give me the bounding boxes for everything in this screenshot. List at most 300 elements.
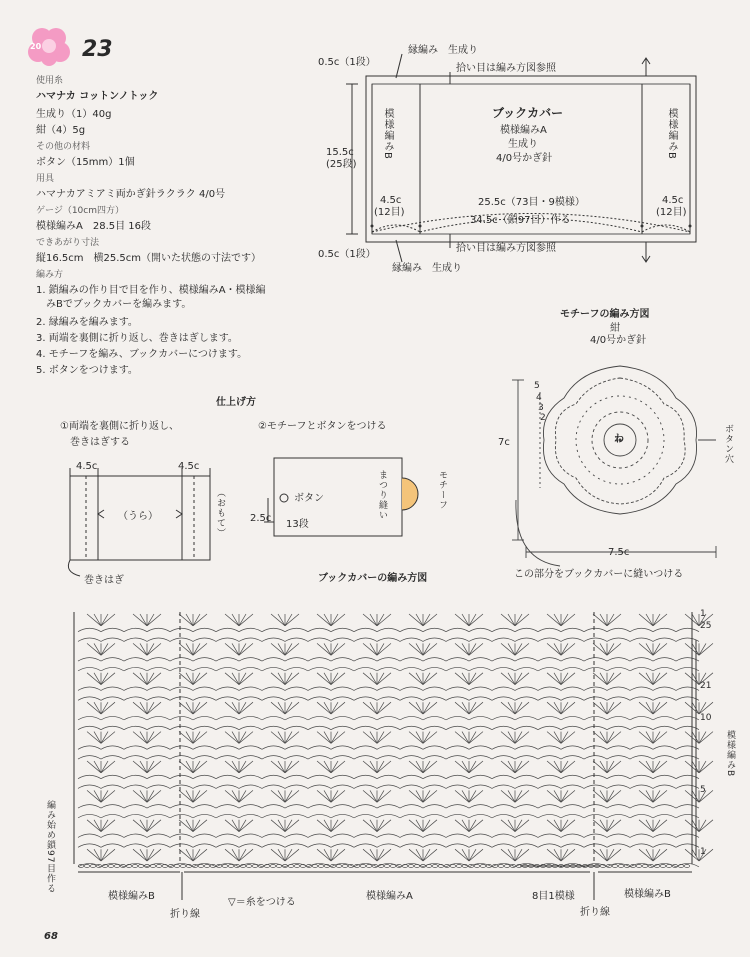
chart-stitch <box>239 834 262 837</box>
chart-stitch <box>554 849 561 861</box>
chart-stitch <box>239 673 246 685</box>
chart-stitch <box>646 643 653 655</box>
chart-stitch <box>193 849 200 861</box>
chart-stitch <box>416 849 423 861</box>
chart-stitch <box>469 716 492 719</box>
chart-stitch <box>138 864 143 867</box>
finishing-motif-label: モチーフ <box>437 470 447 510</box>
chart-stitch <box>446 814 469 817</box>
chart-stitch <box>239 756 262 759</box>
chart-stitch <box>308 844 331 847</box>
chart-stitch <box>331 785 354 788</box>
motif-height: 7c <box>498 437 510 448</box>
chart-stitch <box>216 785 239 788</box>
chart-stitch <box>140 673 147 685</box>
chart-stitch <box>225 673 239 685</box>
chart-stitch <box>193 658 216 661</box>
chart-stitch <box>331 643 338 655</box>
chart-stitch <box>455 790 469 802</box>
chart-stitch <box>186 732 193 744</box>
chart-stitch <box>699 761 713 773</box>
chart-stitch <box>140 702 147 714</box>
chart-stitch <box>607 658 630 661</box>
chart-stitch <box>285 849 292 861</box>
chart-stitch <box>147 643 154 655</box>
chart-stitch <box>377 614 391 626</box>
chart-stitch <box>607 746 630 749</box>
chart-stitch <box>232 643 239 655</box>
chart-stitch <box>232 820 239 832</box>
chart-stitch <box>501 849 515 861</box>
finishing-button-label: ボタン <box>294 493 324 504</box>
chart-stitch <box>400 697 423 700</box>
chart-stitch <box>262 667 285 670</box>
chart-stitch <box>308 785 331 788</box>
chart-stitch <box>78 756 101 759</box>
schematic-left-pattern: 模様編みB <box>382 108 393 160</box>
chart-stitch <box>225 820 239 832</box>
chart-stitch <box>469 820 483 832</box>
chart-stitch <box>538 726 561 729</box>
chart-stitch <box>377 746 400 749</box>
chart-stitch <box>170 716 193 719</box>
chart-stitch <box>607 761 621 773</box>
schematic-hook: 4/0号かぎ針 <box>496 153 553 164</box>
chart-stitch <box>285 643 292 655</box>
chart-stitch <box>78 746 101 749</box>
chart-stitch <box>455 614 469 626</box>
chart-stitch <box>561 756 584 759</box>
chart-stitch <box>101 732 108 744</box>
chart-stitch <box>285 746 308 749</box>
chart-stitch <box>400 785 423 788</box>
chart-stitch <box>101 658 124 661</box>
chart-stitch <box>308 814 331 817</box>
chart-stitch <box>170 805 193 808</box>
chart-stitch <box>331 790 345 802</box>
chart-stitch <box>101 716 124 719</box>
yarn-line1: 生成り（1）40g <box>36 109 112 120</box>
chart-stitch <box>147 732 161 744</box>
chart-stitch <box>239 785 262 788</box>
chart-stitch <box>150 864 155 867</box>
chart-stitch <box>377 732 384 744</box>
chart-stitch <box>400 628 423 631</box>
chart-stitch <box>324 643 331 655</box>
chart-stitch <box>423 702 437 714</box>
chart-stitch <box>699 643 713 655</box>
chart-stitch <box>124 658 147 661</box>
chart-stitch <box>239 790 253 802</box>
chart-stitch <box>101 775 124 778</box>
chart-stitch <box>285 844 308 847</box>
chart-stitch <box>607 673 621 685</box>
chart-stitch <box>538 667 561 670</box>
chart-stitch <box>455 643 469 655</box>
chart-stitch <box>515 761 529 773</box>
chart-bottom-left: 模様編みB <box>108 891 155 902</box>
chart-stitch <box>501 673 515 685</box>
chart-stitch <box>377 790 391 802</box>
chart-stitch <box>101 814 124 817</box>
chart-stitch <box>276 864 281 867</box>
chart-stitch <box>179 702 193 714</box>
chart-stitch <box>607 643 614 655</box>
chart-stitch <box>699 643 706 655</box>
chart-stitch <box>133 643 147 655</box>
chart-stitch <box>170 628 193 631</box>
chart-stitch <box>515 667 538 670</box>
chart-stitch <box>653 614 667 626</box>
chart-stitch <box>699 820 706 832</box>
chart-stitch <box>653 844 676 847</box>
chart-stitch <box>584 628 607 631</box>
chart-stitch <box>317 849 331 861</box>
chart-stitch <box>423 785 446 788</box>
chart-stitch <box>515 732 522 744</box>
chart-stitch <box>370 761 377 773</box>
chart-stitch <box>179 849 193 861</box>
chart-stitch <box>607 834 630 837</box>
chart-stitch <box>561 805 584 808</box>
chart-stitch <box>446 687 469 690</box>
chart-stitch <box>607 702 614 714</box>
chart-stitch <box>101 820 115 832</box>
chart-stitch <box>508 761 515 773</box>
chart-stitch <box>331 790 338 802</box>
chart-stitch <box>515 849 522 861</box>
chart-stitch <box>630 746 653 749</box>
chart-stitch <box>124 687 147 690</box>
chart-title: ブックカバーの編み方図 <box>318 573 428 584</box>
chart-stitch <box>446 667 469 670</box>
chart-stitch <box>653 820 667 832</box>
chart-stitch <box>469 849 476 861</box>
chart-stitch <box>222 864 227 867</box>
tools-line1: ハマナカアミアミ両かぎ針ラクラク 4/0号 <box>36 189 226 200</box>
chart-stitch <box>147 673 161 685</box>
chart-stitch <box>377 805 400 808</box>
chart-stitch <box>285 814 308 817</box>
chart-stitch <box>423 761 437 773</box>
chart-stitch <box>354 687 377 690</box>
chart-stitch <box>607 687 630 690</box>
chart-stitch <box>584 658 607 661</box>
gauge-heading: ゲージ（10cm四方） <box>36 206 124 216</box>
chart-stitch <box>193 761 200 773</box>
chart-stitch <box>193 849 207 861</box>
chart-stitch <box>354 667 377 670</box>
chart-stitch <box>607 614 621 626</box>
motif-title: モチーフの編み方図 <box>560 309 650 320</box>
chart-stitch <box>416 643 423 655</box>
other-line1: ボタン（15mm）1個 <box>36 157 135 168</box>
chart-stitch <box>331 702 345 714</box>
chart-stitch <box>193 820 207 832</box>
chart-stitch <box>584 844 607 847</box>
chart-stitch <box>147 820 161 832</box>
chart-stitch <box>232 614 239 626</box>
chart-stitch <box>561 643 568 655</box>
chart-stitch <box>432 864 437 867</box>
chart-stitch <box>363 614 377 626</box>
chart-stitch <box>285 667 308 670</box>
chart-stitch <box>354 697 377 700</box>
chart-stitch <box>561 673 568 685</box>
chart-stitch <box>84 864 89 867</box>
chart-stitch <box>653 643 660 655</box>
chart-stitch <box>584 834 607 837</box>
chart-stitch <box>239 702 246 714</box>
chart-stitch <box>285 820 299 832</box>
chart-stitch <box>232 790 239 802</box>
chart-stitch <box>331 805 354 808</box>
chart-stitch <box>400 716 423 719</box>
chart-stitch <box>193 726 216 729</box>
chart-stitch <box>469 814 492 817</box>
chart-stitch <box>446 716 469 719</box>
chart-stitch <box>354 805 377 808</box>
chart-stitch <box>423 732 430 744</box>
chart-stitch <box>593 820 607 832</box>
chart-stitch <box>492 726 515 729</box>
chart-stitch <box>317 820 331 832</box>
chart-stitch <box>455 732 469 744</box>
chart-stitch <box>469 697 492 700</box>
chart-stitch <box>140 790 147 802</box>
schematic-bottom-border: 縁編み 生成り <box>392 263 462 274</box>
chart-stitch <box>462 732 469 744</box>
chart-stitch <box>653 785 676 788</box>
chart-stitch <box>354 658 377 661</box>
chart-stitch <box>646 790 653 802</box>
chart-stitch <box>653 697 676 700</box>
chart-stitch <box>193 702 200 714</box>
chart-stitch <box>455 761 469 773</box>
chart-stitch <box>336 864 341 867</box>
chart-stitch <box>538 834 561 837</box>
chart-stitch <box>147 790 161 802</box>
chart-stitch <box>147 814 170 817</box>
chart-stitch <box>317 702 331 714</box>
chart-stitch <box>147 643 161 655</box>
chart-stitch <box>94 673 101 685</box>
motif-width: 7.5c <box>608 547 630 558</box>
chart-stitch <box>308 687 331 690</box>
chart-stitch <box>400 844 423 847</box>
chart-stitch <box>646 849 653 861</box>
chart-stitch <box>377 673 391 685</box>
chart-stitch <box>469 732 476 744</box>
chart-stitch <box>547 702 561 714</box>
chart-stitch <box>363 732 377 744</box>
chart-stitch <box>262 756 285 759</box>
chart-stitch <box>324 732 331 744</box>
chart-stitch <box>285 805 308 808</box>
chart-stitch <box>101 732 115 744</box>
finishing-back-label: （うら） <box>118 511 158 522</box>
chart-stitch <box>409 702 423 714</box>
chart-stitch <box>554 820 561 832</box>
chart-stitch <box>607 702 621 714</box>
chart-stitch <box>193 614 200 626</box>
chart-stitch <box>363 643 377 655</box>
chart-stitch <box>124 667 147 670</box>
chart-stitch <box>446 628 469 631</box>
chart-stitch <box>692 614 699 626</box>
chart-stitch <box>147 716 170 719</box>
chart-stitch <box>699 732 706 744</box>
chart-stitch <box>186 761 193 773</box>
chart-stitch <box>147 790 154 802</box>
chart-stitch <box>216 756 239 759</box>
chart-stitch <box>653 790 667 802</box>
chart-stitch <box>593 702 607 714</box>
chart-stitch <box>377 667 400 670</box>
chart-stitch <box>515 746 538 749</box>
chart-stitch <box>331 643 345 655</box>
chart-stitch <box>180 864 185 867</box>
chart-stitch <box>78 775 101 778</box>
chart-stitch <box>462 702 469 714</box>
chart-stitch <box>377 834 400 837</box>
method-step: 5. ボタンをつけます。 <box>36 365 138 376</box>
chart-stitch <box>469 746 492 749</box>
chart-stitch <box>584 814 607 817</box>
schematic-center-width: 25.5c（73目・9模様） <box>478 197 585 208</box>
chart-stitch <box>593 761 607 773</box>
chart-stitch <box>492 667 515 670</box>
chart-stitch <box>147 756 170 759</box>
chart-stitch <box>147 614 161 626</box>
chart-stitch <box>354 844 377 847</box>
chart-bottom-right: 模様編みB <box>624 889 671 900</box>
chart-stitch <box>653 726 676 729</box>
chart-stitch <box>101 844 124 847</box>
chart-stitch <box>547 820 561 832</box>
chart-stitch <box>501 790 515 802</box>
chart-stitch <box>140 643 147 655</box>
chart-stitch <box>278 820 285 832</box>
chart-stitch <box>216 834 239 837</box>
chart-stitch <box>593 614 607 626</box>
chart-stitch <box>370 849 377 861</box>
chart-stitch <box>87 643 101 655</box>
chart-stitch <box>193 834 216 837</box>
chart-stitch <box>423 687 446 690</box>
chart-stitch <box>239 732 253 744</box>
chart-stitch <box>308 726 331 729</box>
motif-row-label: 4 <box>536 393 542 403</box>
chart-stitch <box>423 834 446 837</box>
chart-stitch <box>87 673 101 685</box>
chart-stitch <box>653 805 676 808</box>
chart-stitch <box>225 849 239 861</box>
chart-stitch <box>423 614 437 626</box>
chart-stitch <box>285 790 299 802</box>
chart-stitch <box>101 643 115 655</box>
chart-stitch <box>363 761 377 773</box>
chart-stitch <box>561 820 575 832</box>
chart-stitch <box>515 673 529 685</box>
chart-stitch <box>630 756 653 759</box>
chart-stitch <box>101 673 108 685</box>
schematic-right-rows: (12目) <box>656 207 687 218</box>
chart-stitch <box>612 864 617 867</box>
chart-stitch <box>370 732 377 744</box>
chart-stitch <box>653 746 676 749</box>
chart-stitch <box>308 638 331 641</box>
chart-stitch <box>469 702 476 714</box>
chart-stitch <box>285 687 308 690</box>
chart-stitch <box>262 658 285 661</box>
chart-stitch <box>600 849 607 861</box>
chart-stitch <box>561 761 568 773</box>
chart-stitch <box>170 756 193 759</box>
chart-stitch <box>147 638 170 641</box>
chart-stitch <box>124 805 147 808</box>
chart-stitch <box>423 716 446 719</box>
chart-stitch <box>101 849 108 861</box>
chart-stitch <box>607 785 630 788</box>
chart-stitch <box>469 638 492 641</box>
chart-stitch <box>561 849 568 861</box>
chart-stitch <box>133 820 147 832</box>
chart-stitch <box>653 673 660 685</box>
chart-stitch <box>377 849 391 861</box>
chart-stitch <box>515 614 522 626</box>
chart-stitch <box>446 697 469 700</box>
chart-stitch <box>147 761 154 773</box>
chart-stitch <box>101 702 115 714</box>
chart-stitch <box>331 638 354 641</box>
chart-stitch <box>262 746 285 749</box>
chart-stitch <box>285 761 292 773</box>
chart-stitch <box>653 638 676 641</box>
chart-stitch <box>584 697 607 700</box>
chart-stitch <box>653 614 660 626</box>
chart-stitch <box>653 628 676 631</box>
chart-row-label: 25 <box>700 621 712 631</box>
chart-stitch <box>271 732 285 744</box>
chart-stitch <box>492 834 515 837</box>
chart-stitch <box>593 643 607 655</box>
chart-stitch <box>501 761 515 773</box>
chart-stitch <box>377 643 391 655</box>
chart-stitch <box>239 820 246 832</box>
chart-stitch <box>446 805 469 808</box>
chart-stitch <box>147 805 170 808</box>
chart-stitch <box>285 673 292 685</box>
finishing-blind-stitch: まつり縫い <box>377 470 387 520</box>
chart-stitch <box>170 638 193 641</box>
chart-stitch <box>101 697 124 700</box>
chart-stitch <box>239 790 246 802</box>
chart-stitch <box>94 614 101 626</box>
chart-stitch <box>239 614 253 626</box>
chart-stitch <box>239 638 262 641</box>
chart-stitch <box>515 658 538 661</box>
chart-stitch <box>239 658 262 661</box>
chart-stitch <box>554 790 561 802</box>
schematic-chain-start: 34.5c（鎖97目）作る <box>470 215 571 226</box>
size-line1: 縦16.5cm 横25.5cm（開いた状態の寸法です） <box>36 253 262 264</box>
chart-stitch <box>285 761 299 773</box>
chart-stitch <box>271 761 285 773</box>
chart-stitch <box>101 761 115 773</box>
chart-stitch <box>331 614 345 626</box>
chart-stitch <box>547 790 561 802</box>
